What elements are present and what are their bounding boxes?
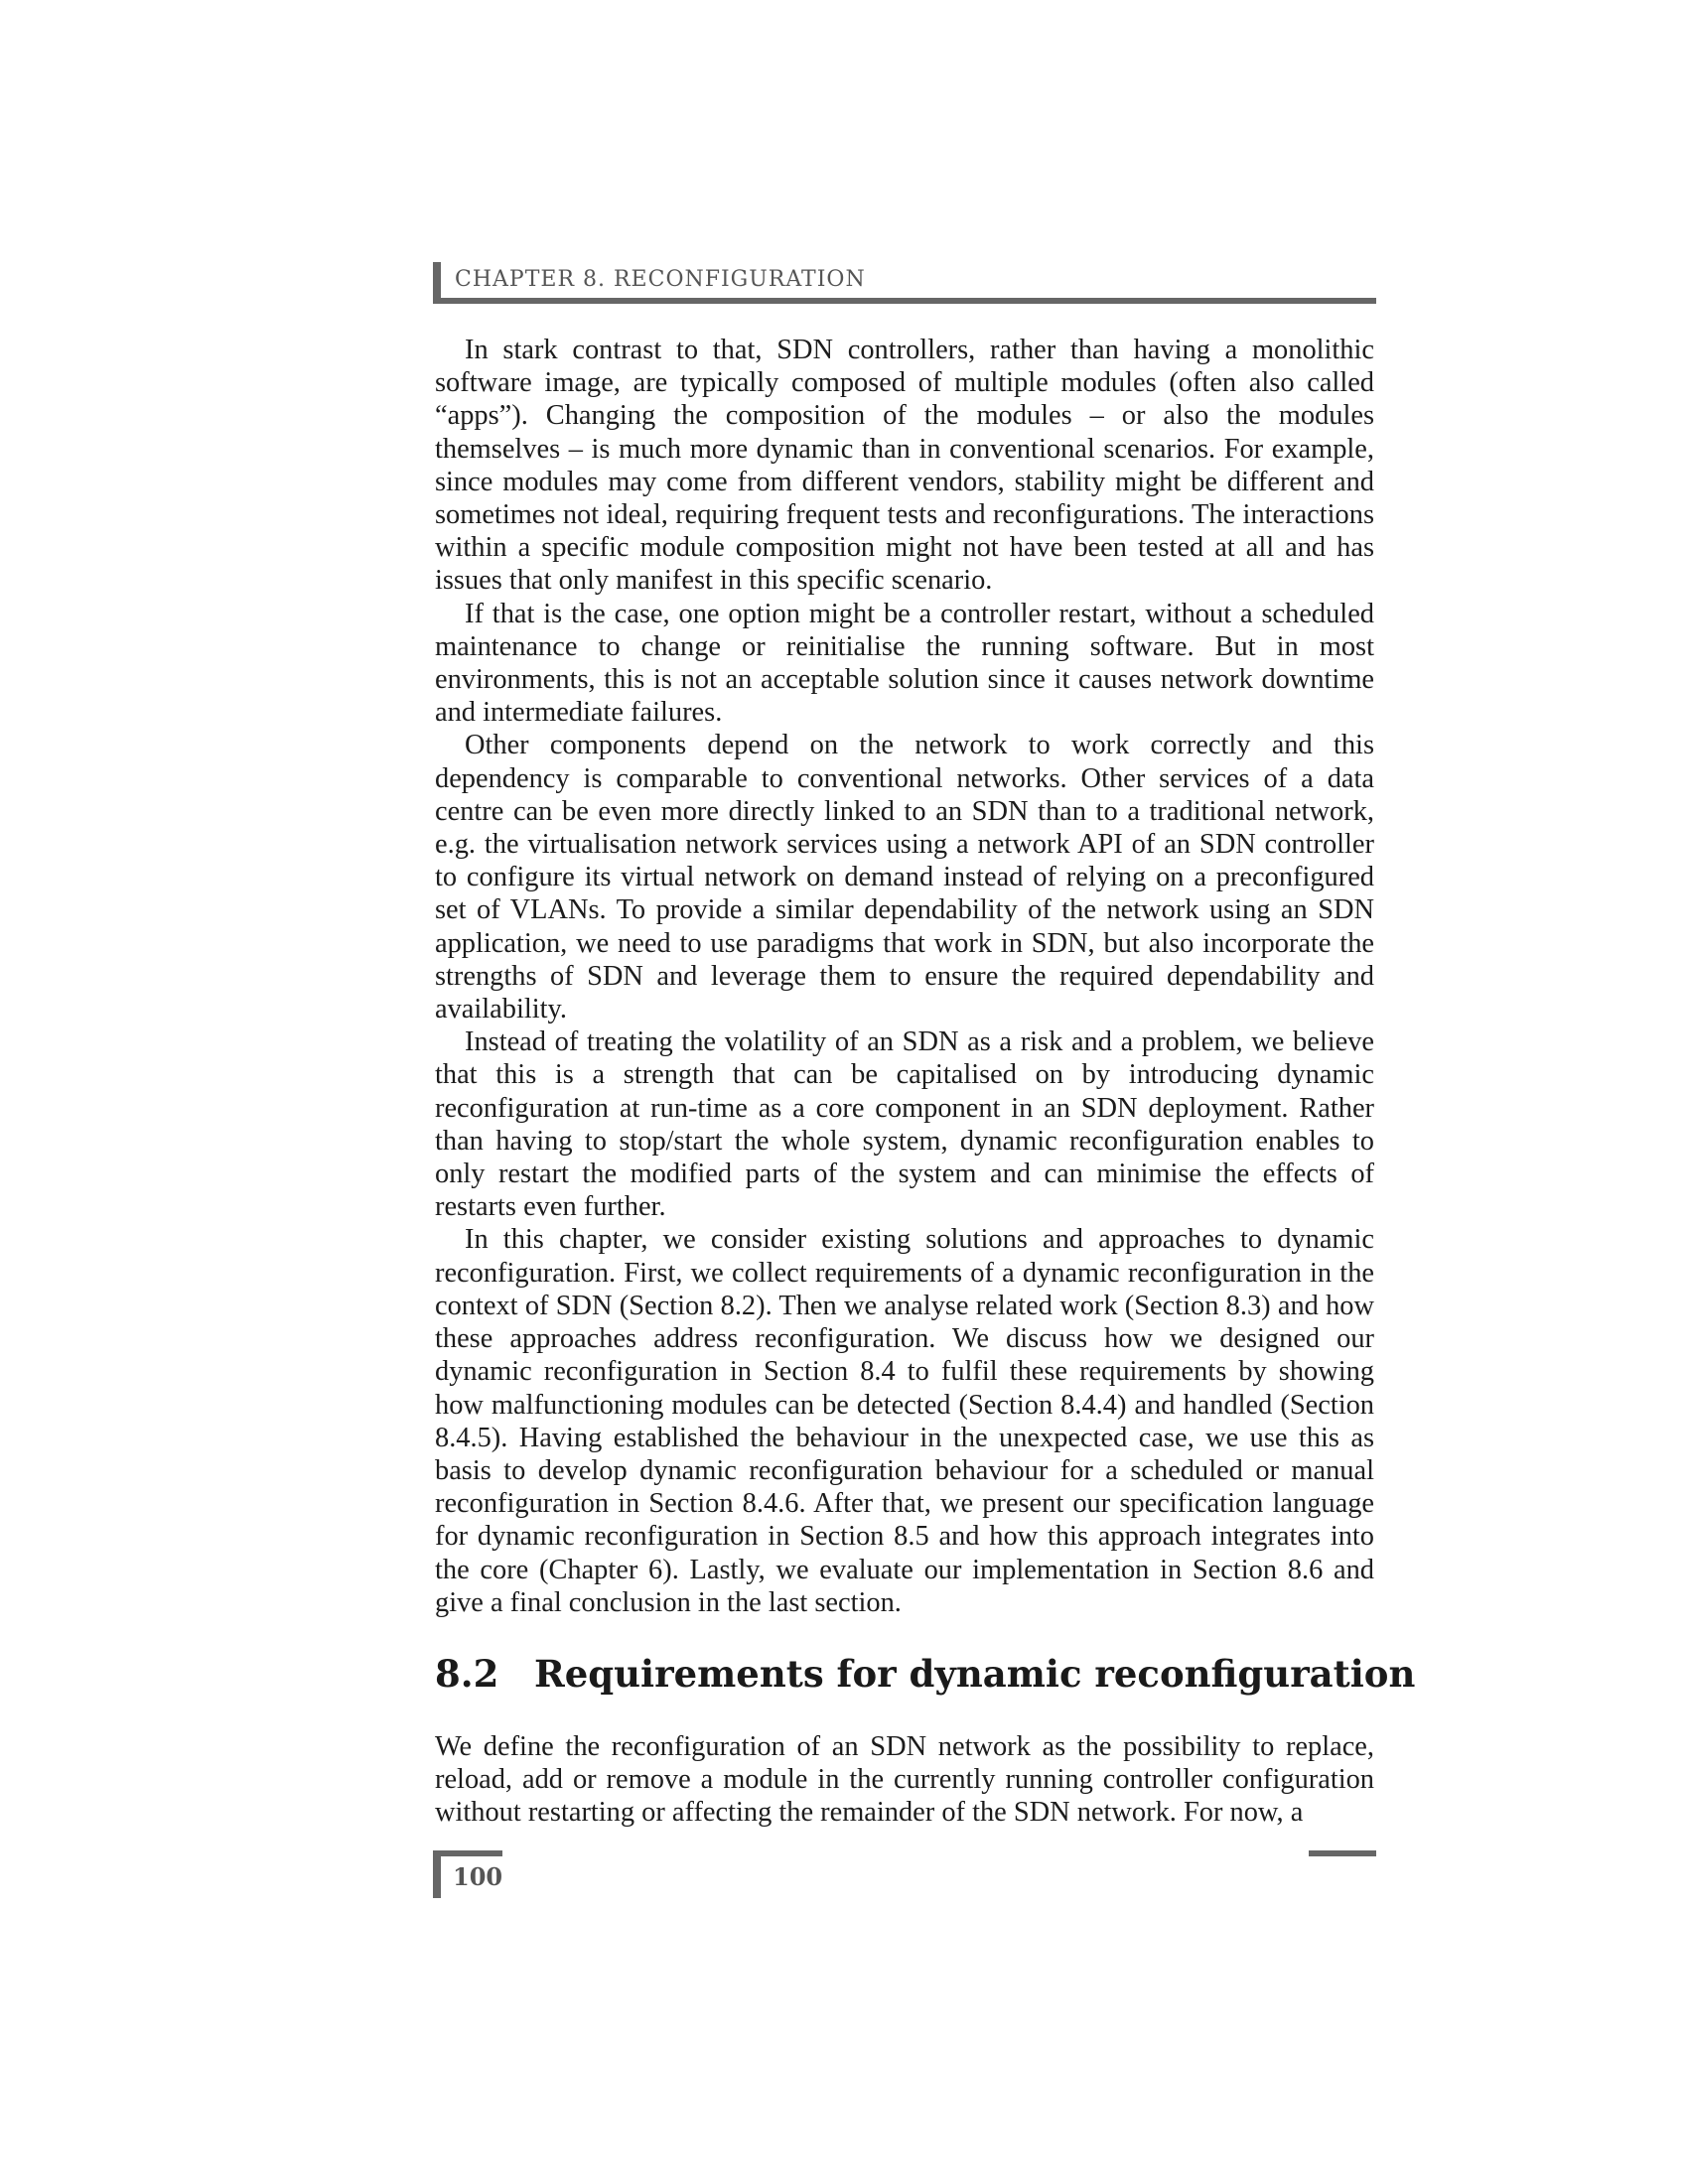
paragraph: We define the reconfiguration of an SDN network as the possibility to replace, reload, add or remove a module in the currently running controller configuration without restarting or affecting the remainder of the SDN network. For now, a: [435, 1731, 1374, 1829]
footer-left-bar: [433, 1850, 441, 1898]
header-rule: [433, 298, 1376, 304]
footer-left-rule: [433, 1850, 502, 1856]
paragraph: If that is the case, one option might be a controller restart, without a scheduled maintenance to change or reinitialise the running software. But in most environments, this is not an acceptable solution since it causes network downtime and intermediate failures.: [435, 598, 1374, 729]
section-body: [435, 1730, 1374, 1830]
section-number: 8.2: [435, 1652, 499, 1696]
body-text: [435, 334, 1374, 1619]
running-title: CHAPTER 8. RECONFIGURATION: [455, 267, 866, 292]
paragraph: In stark contrast to that, SDN controllers, rather than having a monolithic software image, are typically composed of multiple modules (often also called “apps”). Changing the composition of the modules – or also the modules themselves – is much more dynamic than in conventional scenarios. For example, since modules may come from different vendors, stability might be different and sometimes not ideal, requiring frequent tests and reconfigurations. The interactions within a specific module composition might not have been tested at all and has issues that only manifest in this specific scenario.: [435, 335, 1374, 597]
paragraph: Other components depend on the network to work correctly and this dependency is comparable to conventional networks. Other services of a data centre can be even more directly linked to an SDN than to a traditional network, e.g. the virtualisation network services using a network API of an SDN controller to configure its virtual network on demand instead of relying on a preconfigured set of VLANs. To provide a similar dependability of the network using an SDN application, we need to use paradigms that work in SDN, but also incorporate the strengths of SDN and leverage them to ensure the required dependability and availability.: [435, 730, 1374, 1025]
section-heading: [435, 1652, 1416, 1696]
paragraph: Instead of treating the volatility of an SDN as a risk and a problem, we believe that this is a strength that can be capitalised on by introducing dynamic reconfiguration at run-time as a core component in an SDN deployment. Rather than having to stop/start the whole system, dynamic reconfiguration enables to only restart the modified parts of the system and can minimise the effects of restarts even further.: [435, 1026, 1374, 1223]
page-number: 100: [453, 1862, 503, 1891]
footer-right-rule: [1309, 1850, 1376, 1856]
paragraph: In this chapter, we consider existing solutions and approaches to dynamic reconfiguration. First, we collect requirements of a dynamic reconfiguration in the context of SDN (Section 8.2). Then we analyse related work (Section 8.3) and how these approaches address reconfiguration. We discuss how we designed our dynamic reconfiguration in Section 8.4 to fulfil these requirements by showing how malfunctioning modules can be detected (Section 8.4.4) and handled (Section 8.4.5). Having established the behaviour in the unexpected case, we use this as basis to develop dynamic reconfiguration behaviour for a scheduled or manual reconfiguration in Section 8.4.6. After that, we present our specification language for dynamic reconfiguration in Section 8.5 and how this approach integrates into the core (Chapter 6). Lastly, we evaluate our implementation in Section 8.6 and give a final conclusion in the last section.: [435, 1224, 1374, 1618]
running-header: [433, 262, 1376, 304]
section-title: Requirements for dynamic reconfiguration: [534, 1652, 1416, 1696]
